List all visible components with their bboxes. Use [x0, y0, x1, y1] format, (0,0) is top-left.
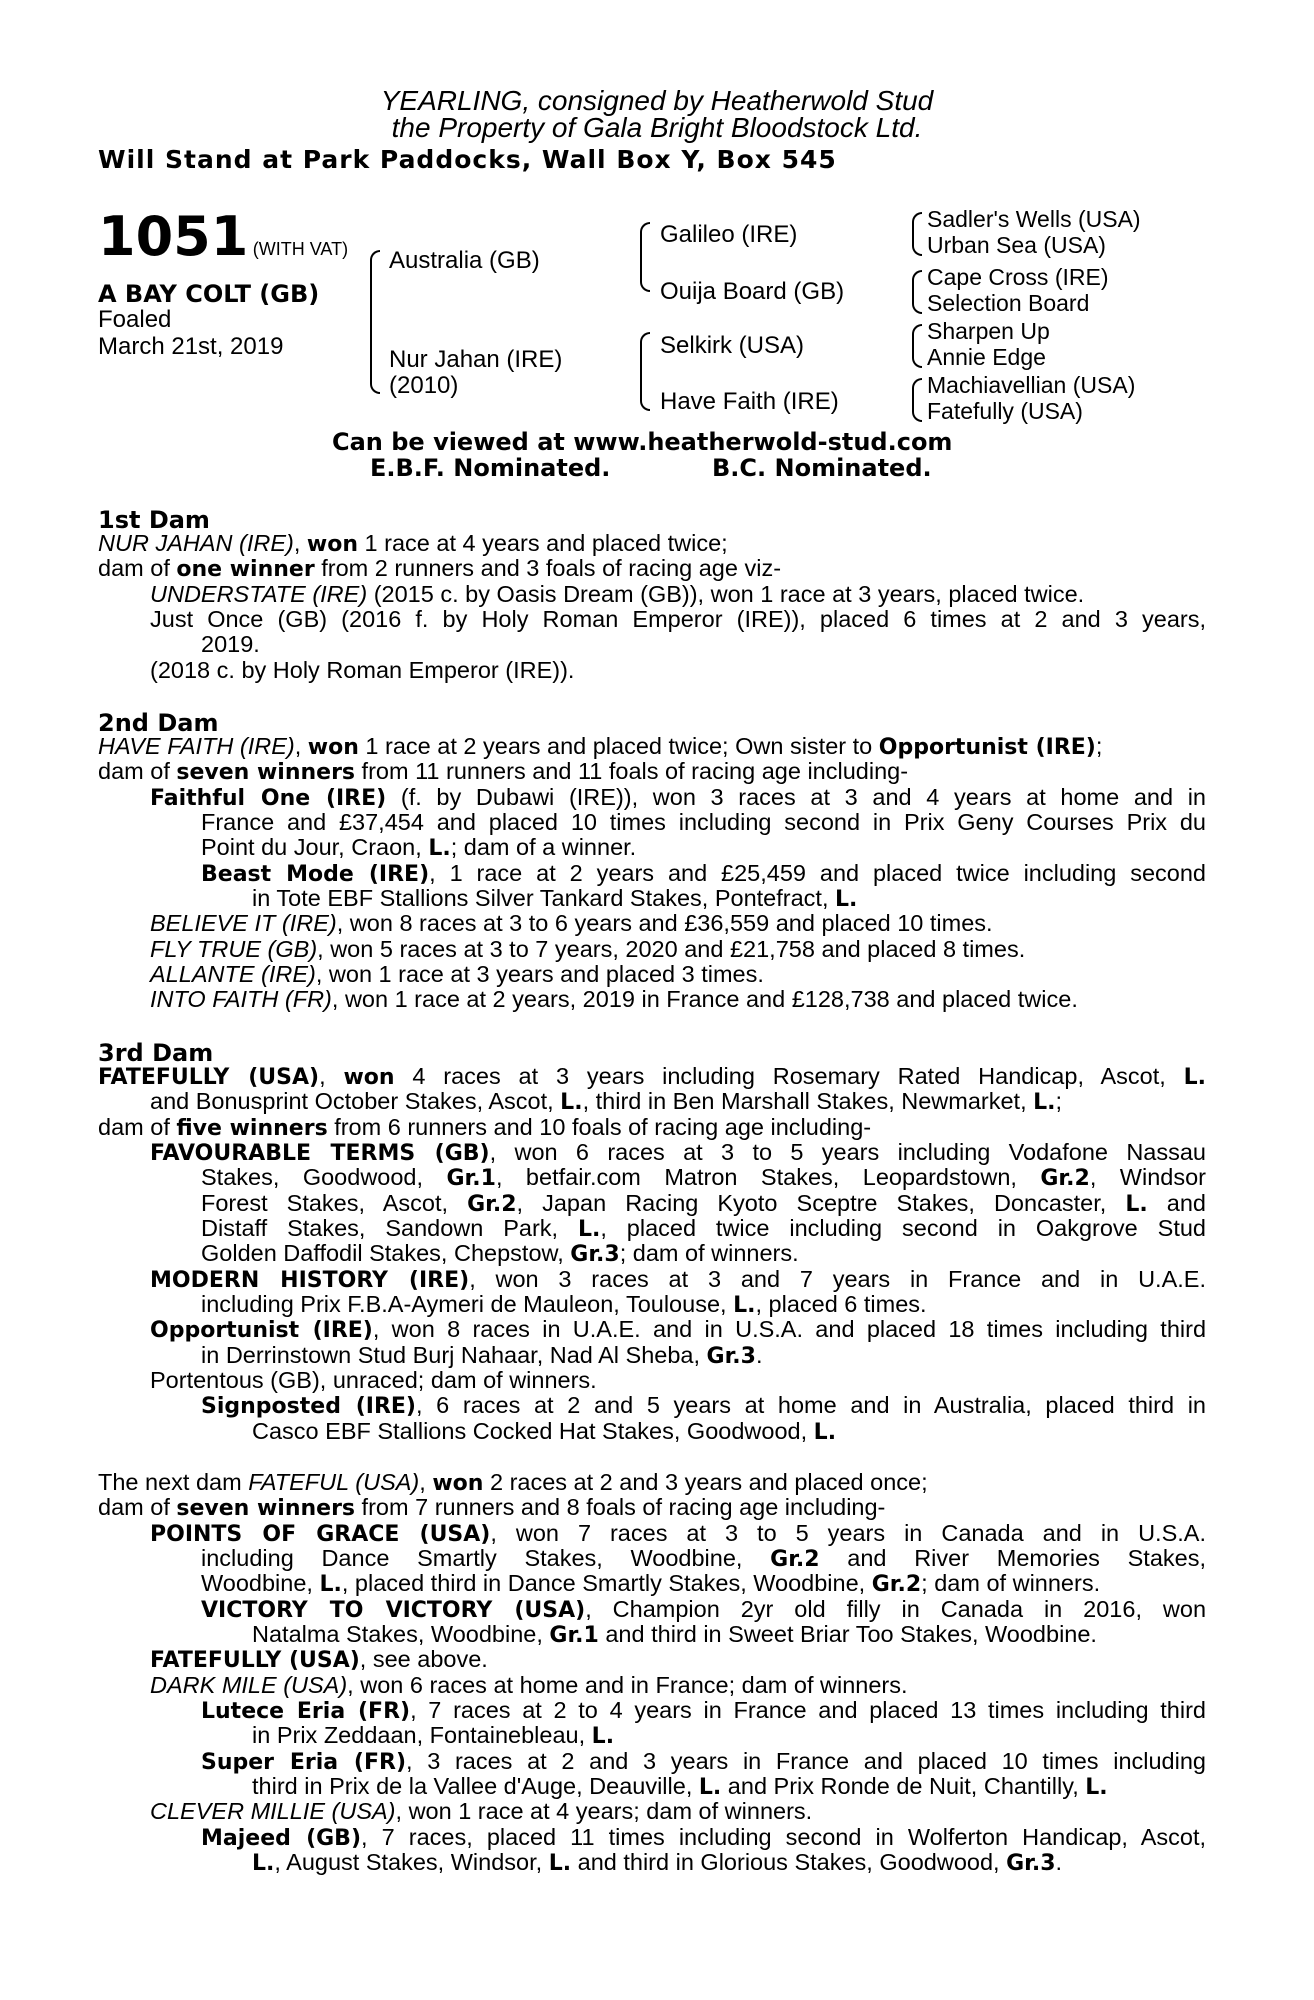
pedigree-sire-sire: Galileo (IRE): [660, 221, 798, 248]
third-dam-line: Casco EBF Stallions Cocked Hat Stakes, Goodwood, L.: [252, 1418, 837, 1445]
third-dam-line: Golden Daffodil Stakes, Chepstow, Gr.3; dam of winners.: [201, 1240, 799, 1267]
pedigree-ssd: Urban Sea (USA): [927, 232, 1106, 258]
sire-parents-bracket: [640, 222, 650, 292]
third-dam-line: in Derrinstown Stud Burj Nahaar, Nad Al Sheba, Gr.3.: [201, 1342, 763, 1369]
bc-nominated: B.C. Nominated.: [712, 454, 932, 482]
next-dam-line: CLEVER MILLIE (USA), won 1 race at 4 years; dam of winners.: [150, 1798, 813, 1824]
lot-number: 1051: [98, 205, 249, 268]
third-dam-line: including Prix F.B.A-Aymeri de Mauleon, Toulouse, L., placed 6 times.: [201, 1291, 927, 1318]
vat-note: (WITH VAT): [252, 239, 349, 259]
foaled-label: Foaled: [98, 306, 172, 333]
second-dam-heading: 2nd Dam: [98, 709, 219, 737]
lot-name: A BAY COLT (GB): [98, 280, 320, 308]
next-dam-line: in Prix Zeddaan, Fontainebleau, L.: [252, 1722, 615, 1749]
pedigree-sds: Cape Cross (IRE): [927, 264, 1109, 290]
viewing-url: Can be viewed at www.heatherwold-stud.com: [332, 428, 953, 456]
next-dam-line: FATEFULLY (USA), see above.: [150, 1646, 488, 1673]
ds-bracket: [912, 324, 922, 368]
first-dam-heading: 1st Dam: [98, 506, 210, 534]
second-dam-line: France and £37,454 and placed 10 times including second in Prix Geny Courses Prix du: [201, 809, 1206, 835]
second-dam-line: INTO FAITH (FR), won 1 race at 2 years, 2019 in France and £128,738 and placed twice.: [150, 986, 1078, 1012]
second-dam-line: Beast Mode (IRE), 1 race at 2 years and £25,459 and placed twice including second: [201, 860, 1206, 887]
second-dam-line: Faithful One (IRE) (f. by Dubawi (IRE)), won 3 races at 3 and 4 years at home and in: [150, 784, 1206, 811]
pedigree-sire-dam: Ouija Board (GB): [660, 278, 845, 305]
header-consignor: YEARLING, consigned by Heatherwold Stud: [380, 85, 934, 116]
next-dam-line: including Dance Smartly Stakes, Woodbine, Gr.2 and River Memories Stakes,: [201, 1545, 1206, 1572]
next-dam-line: Majeed (GB), 7 races, placed 11 times including second in Wolferton Handicap, Ascot,: [201, 1824, 1206, 1851]
first-dam-line: UNDERSTATE (IRE) (2015 c. by Oasis Dream (GB)), won 1 race at 3 years, placed twice.: [150, 581, 1085, 607]
header-property: the Property of Gala Bright Bloodstock Ltd.: [391, 112, 923, 143]
pedigree-dds: Machiavellian (USA): [927, 372, 1136, 398]
ss-bracket: [912, 212, 922, 256]
third-dam-line: and Bonusprint October Stakes, Ascot, L., third in Ben Marshall Stakes, Newmarket, L.;: [150, 1088, 1063, 1115]
pedigree-dam-dam: Have Faith (IRE): [660, 388, 839, 415]
next-dam-line: DARK MILE (USA), won 6 races at home and in France; dam of winners.: [150, 1672, 908, 1698]
third-dam-line: Portentous (GB), unraced; dam of winners.: [150, 1367, 597, 1393]
second-dam-line: in Tote EBF Stallions Silver Tankard Stakes, Pontefract, L.: [252, 885, 858, 912]
next-dam-line: third in Prix de la Vallee d'Auge, Deauville, L. and Prix Ronde de Nuit, Chantilly, L.: [252, 1773, 1108, 1800]
next-dam-line: Woodbine, L., placed third in Dance Smartly Stakes, Woodbine, Gr.2; dam of winners.: [201, 1570, 1101, 1597]
second-dam-line: BELIEVE IT (IRE), won 8 races at 3 to 6 years and £36,559 and placed 10 times.: [150, 910, 993, 936]
next-dam-line: L., August Stakes, Windsor, L. and third in Glorious Stakes, Goodwood, Gr.3.: [252, 1849, 1063, 1876]
header-location: Will Stand at Park Paddocks, Wall Box Y, Box 545: [98, 145, 837, 174]
dam-parents-bracket: [640, 332, 650, 411]
next-dam-line: The next dam FATEFUL (USA), won 2 races at 2 and 3 years and placed once;: [98, 1469, 928, 1496]
pedigree-dam: Nur Jahan (IRE): [389, 346, 563, 373]
second-dam-line: FLY TRUE (GB), won 5 races at 3 to 7 years, 2020 and £21,758 and placed 8 times.: [150, 936, 1026, 962]
pedigree-dss: Sharpen Up: [927, 318, 1050, 344]
first-dam-line: dam of one winner from 2 runners and 3 foals of racing age viz-: [98, 555, 782, 582]
pedigree-dam-sire: Selkirk (USA): [660, 332, 805, 359]
pedigree-sdd: Selection Board: [927, 290, 1090, 316]
second-dam-line: HAVE FAITH (IRE), won 1 race at 2 years and placed twice; Own sister to Opportunist (IRE);: [98, 733, 1103, 760]
pedigree-dam-year: (2010): [389, 372, 459, 399]
next-dam-line: Super Eria (FR), 3 races at 2 and 3 years in France and placed 10 times including: [201, 1748, 1206, 1775]
pedigree-sire: Australia (GB): [389, 247, 540, 274]
sire-dam-bracket: [370, 250, 380, 394]
next-dam-line: VICTORY TO VICTORY (USA), Champion 2yr old filly in Canada in 2016, won: [201, 1596, 1207, 1623]
pedigree-ddd: Fatefully (USA): [927, 398, 1083, 424]
ebf-nominated: E.B.F. Nominated.: [370, 454, 611, 482]
first-dam-line: (2018 c. by Holy Roman Emperor (IRE)).: [150, 657, 575, 683]
next-dam-line: dam of seven winners from 7 runners and 8 foals of racing age including-: [98, 1494, 886, 1521]
first-dam-line: Just Once (GB) (2016 f. by Holy Roman Emperor (IRE)), placed 6 times at 2 and 3 years,: [150, 606, 1206, 632]
next-dam-line: Lutece Eria (FR), 7 races at 2 to 4 years in France and placed 13 times including third: [201, 1697, 1206, 1724]
third-dam-line: Signposted (IRE), 6 races at 2 and 5 years at home and in Australia, placed third in: [201, 1392, 1206, 1419]
third-dam-line: Stakes, Goodwood, Gr.1, betfair.com Matron Stakes, Leopardstown, Gr.2, Windsor: [201, 1164, 1206, 1191]
next-dam-line: Natalma Stakes, Woodbine, Gr.1 and third in Sweet Briar Too Stakes, Woodbine.: [252, 1621, 1097, 1648]
sd-bracket: [912, 270, 922, 314]
third-dam-line: Opportunist (IRE), won 8 races in U.A.E. and in U.S.A. and placed 18 times including third: [150, 1316, 1207, 1343]
pedigree-sss: Sadler's Wells (USA): [927, 206, 1141, 232]
second-dam-line: ALLANTE (IRE), won 1 race at 3 years and placed 3 times.: [150, 961, 764, 987]
third-dam-line: MODERN HISTORY (IRE), won 3 races at 3 and 7 years in France and in U.A.E.: [150, 1266, 1206, 1293]
second-dam-line: Point du Jour, Craon, L.; dam of a winner.: [201, 834, 637, 861]
dd-bracket: [912, 378, 922, 422]
pedigree-dsd: Annie Edge: [927, 344, 1046, 370]
third-dam-heading: 3rd Dam: [98, 1039, 214, 1067]
foaled-date: March 21st, 2019: [98, 333, 284, 360]
third-dam-line: Distaff Stakes, Sandown Park, L., placed twice including second in Oakgrove Stud: [201, 1215, 1206, 1242]
third-dam-line: dam of five winners from 6 runners and 10 foals of racing age including-: [98, 1114, 872, 1141]
lot-heading: [98, 205, 348, 268]
third-dam-line: Forest Stakes, Ascot, Gr.2, Japan Racing Kyoto Sceptre Stakes, Doncaster, L. and: [201, 1190, 1206, 1217]
second-dam-line: dam of seven winners from 11 runners and 11 foals of racing age including-: [98, 758, 909, 785]
first-dam-line: 2019.: [201, 631, 260, 657]
third-dam-line: FATEFULLY (USA), won 4 races at 3 years including Rosemary Rated Handicap, Ascot, L.: [98, 1063, 1207, 1090]
third-dam-line: FAVOURABLE TERMS (GB), won 6 races at 3 to 5 years including Vodafone Nassau: [150, 1139, 1207, 1166]
first-dam-line: NUR JAHAN (IRE), won 1 race at 4 years and placed twice;: [98, 530, 728, 557]
next-dam-line: POINTS OF GRACE (USA), won 7 races at 3 to 5 years in Canada and in U.S.A.: [150, 1520, 1206, 1547]
